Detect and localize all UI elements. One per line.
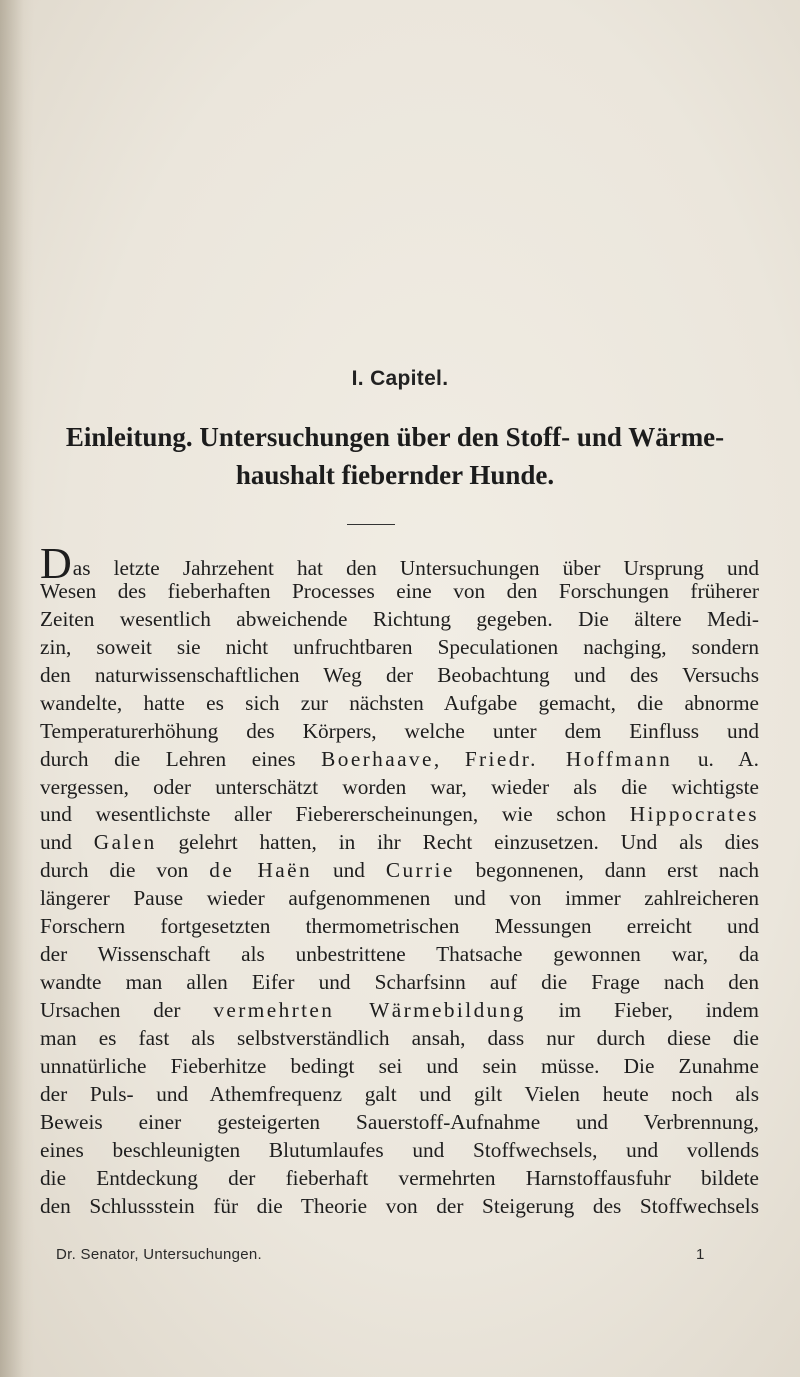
text-line: zin, soweit sie nicht unfruchtbaren Speculationen nachging, sondern bbox=[40, 634, 759, 659]
text-line: Beweis einer gesteigerten Sauerstoff-Aufnahme und Verbrennung, bbox=[40, 1109, 759, 1134]
title-line1: Untersuchungen über den Stoff- und Wärme- bbox=[199, 422, 725, 452]
text-line: Ursachen der vermehrten Wärmebildung im Fieber, indem bbox=[40, 998, 759, 1022]
phrase-waermebildung: vermehrten Wärmebildung bbox=[213, 998, 526, 1022]
title-lead: Einleitung. bbox=[65, 422, 193, 452]
text-line: der Wissenschaft als unbestrittene Thatsache gewonnen war, da bbox=[40, 942, 759, 967]
text-line: vergessen, oder unterschätzt worden war, wieder als die wichtigste bbox=[40, 774, 759, 799]
text-line: wandelte, hatte es sich zur nächsten Aufgabe gemacht, die abnorme bbox=[40, 690, 759, 715]
text-line: und wesentlichste aller Fiebererscheinungen, wie schon Hippocrates bbox=[40, 802, 759, 827]
name-dehaen: de Haën bbox=[209, 858, 313, 883]
chapter-heading: I. Capitel. bbox=[351, 367, 449, 390]
name-currie: Currie bbox=[385, 858, 455, 883]
page-number: 1 bbox=[696, 1246, 705, 1263]
text-line: die Entdeckung der fieberhaft vermehrten Harnstoffausfuhr bildete bbox=[40, 1165, 759, 1190]
text-line: unnatürliche Fieberhitze bedingt sei und sein müsse. Die Zunahme bbox=[40, 1053, 759, 1078]
footer-signature: Dr. Senator, Untersuchungen. bbox=[56, 1246, 263, 1263]
text-line: Zeiten wesentlich abweichende Richtung gegeben. Die ältere Medi- bbox=[40, 606, 759, 631]
text-line: Wesen des fieberhaften Processes eine von den Forschungen früherer bbox=[40, 578, 759, 603]
text-line: Das letzte Jahrzehent hat den Untersuchungen über Ursprung und bbox=[40, 539, 759, 588]
drop-cap: D bbox=[40, 539, 72, 588]
text-line: eines beschleunigten Blutumlaufes und Stoffwechsels, und vollends bbox=[40, 1137, 759, 1162]
text-line: Forschern fortgesetzten thermometrischen Messungen erreicht und bbox=[40, 914, 759, 939]
text-line: wandte man allen Eifer und Scharfsinn auf die Frage nach den bbox=[40, 970, 759, 995]
spine-shadow bbox=[0, 0, 34, 1377]
text-line: durch die Lehren eines Boerhaave, Friedr. Hoffmann u. A. bbox=[40, 746, 760, 771]
text-line: den naturwissenschaftlichen Weg der Beobachtung und des Versuchs bbox=[40, 662, 759, 687]
title-divider bbox=[347, 524, 395, 525]
name-hoffmann: Friedr. Hoffmann bbox=[464, 746, 673, 771]
title-line2: haushalt fiebernder Hunde. bbox=[235, 460, 555, 490]
text-line: man es fast als selbstverständlich ansah, dass nur durch diese die bbox=[40, 1025, 759, 1050]
body-text bbox=[40, 539, 760, 1221]
chapter-title bbox=[50, 418, 740, 494]
text-line: durch die von de Haën und Currie begonnenen, dann erst nach bbox=[40, 858, 759, 883]
text-line: Temperaturerhöhung des Körpers, welche unter dem Einfluss und bbox=[40, 718, 759, 743]
name-hippocrates: Hippocrates bbox=[629, 802, 759, 827]
text-line: und Galen gelehrt hatten, in ihr Recht einzusetzen. Und als dies bbox=[40, 830, 759, 855]
text-line: den Schlussstein für die Theorie von der Steigerung des Stoffwechsels bbox=[40, 1193, 759, 1218]
name-boerhaave: Boerhaave bbox=[321, 746, 434, 771]
text-line: der Puls- und Athemfrequenz galt und gilt Vielen heute noch als bbox=[40, 1081, 759, 1106]
name-galen: Galen bbox=[93, 830, 157, 855]
text-line: längerer Pause wieder aufgenommenen und von immer zahlreicheren bbox=[40, 886, 759, 911]
